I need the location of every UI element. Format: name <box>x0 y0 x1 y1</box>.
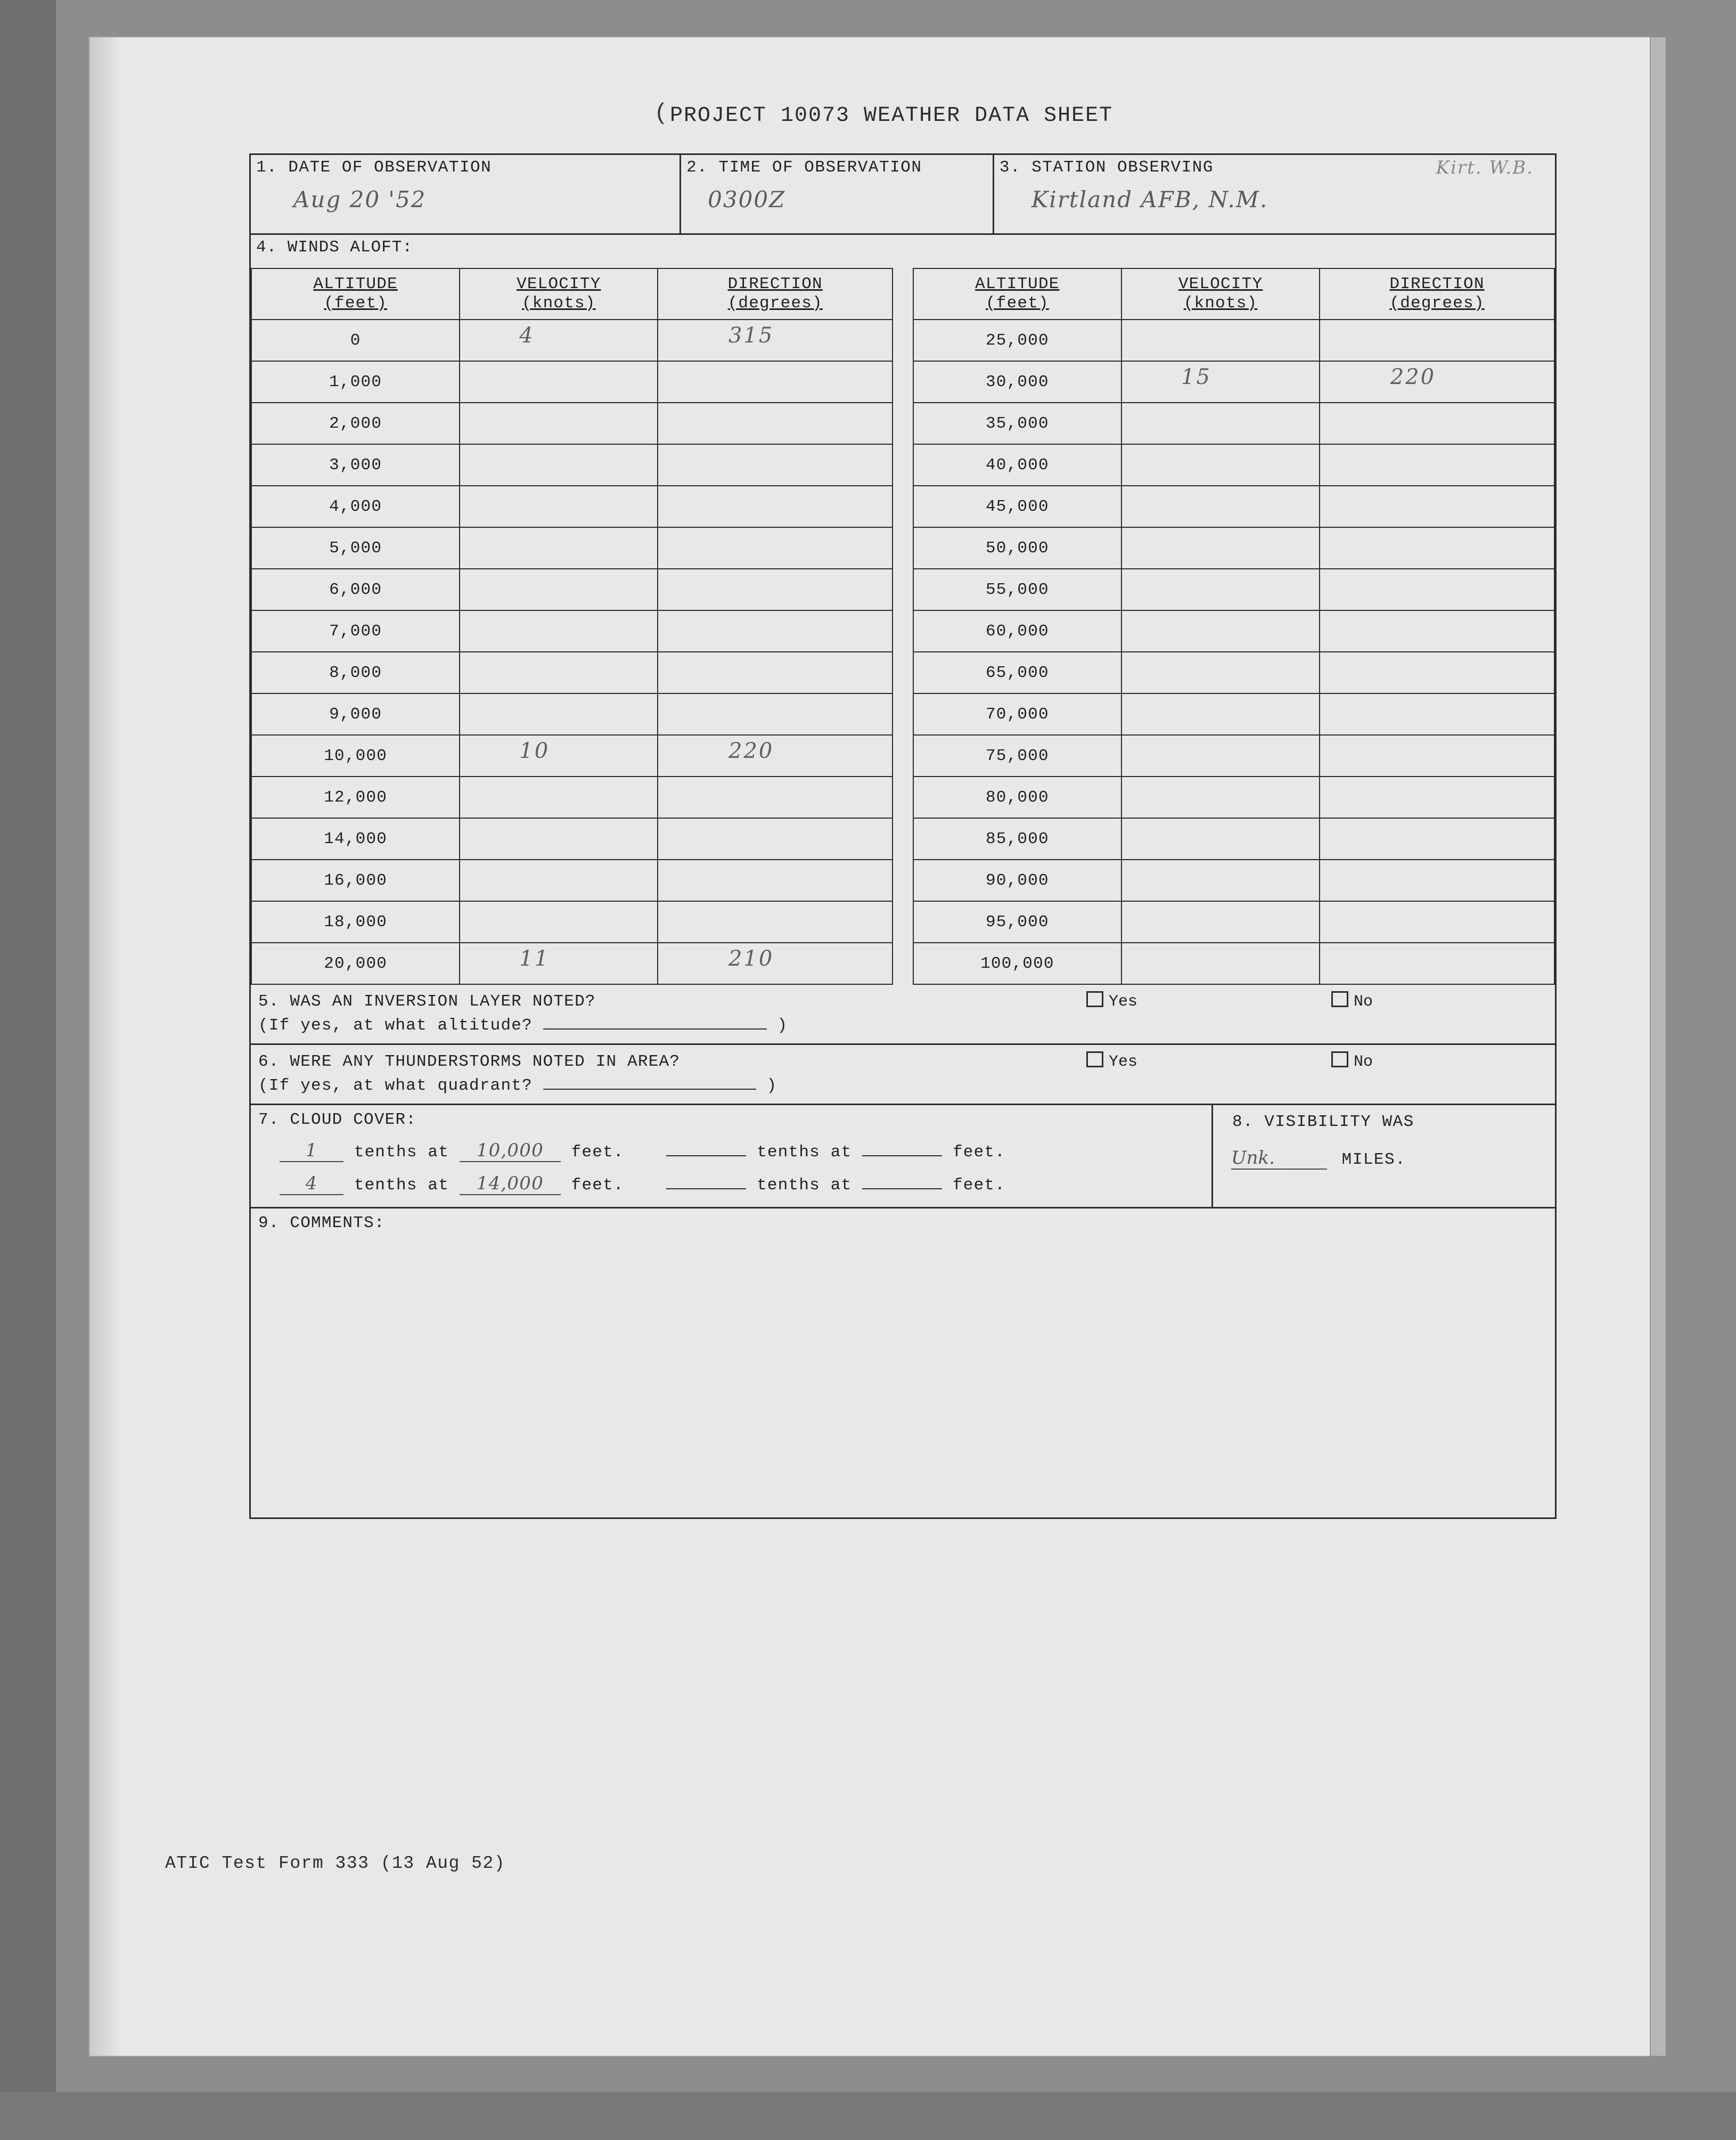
cloud-cover-label: 7. CLOUD COVER: <box>258 1110 417 1129</box>
cloud-tenths-1[interactable]: 1 <box>280 1140 343 1162</box>
cell-velocity-right[interactable] <box>1121 652 1320 693</box>
cell-table-gap <box>892 818 913 860</box>
cell-altitude-left <box>251 444 460 486</box>
cell-altitude-left <box>251 901 460 943</box>
question-5-yes[interactable] <box>1071 985 1310 1043</box>
cell-altitude-left-text: 18,000 <box>324 912 388 932</box>
cloud-feet-value-1[interactable]: 10,000 <box>460 1140 561 1162</box>
question-5-line1: 5. WAS AN INVERSION LAYER NOTED? <box>258 992 596 1011</box>
cell-velocity-right[interactable] <box>1121 693 1320 735</box>
question-5-line2-pre: (If yes, at what altitude? <box>258 1016 533 1035</box>
form-number: ATIC Test Form 333 (13 Aug 52) <box>165 1853 506 1873</box>
table-row <box>251 569 1554 610</box>
cell-altitude-right-text: 85,000 <box>985 829 1049 848</box>
cell-altitude-left <box>251 610 460 652</box>
page-right-edge <box>1650 37 1666 2056</box>
cell-velocity-right[interactable] <box>1121 486 1320 527</box>
table-row <box>251 403 1554 444</box>
header-row <box>251 155 1555 235</box>
cell-altitude-right-text: 95,000 <box>985 912 1049 932</box>
question-5-yes-label: Yes <box>1109 993 1138 1011</box>
col-header-altitude-right-l1: ALTITUDE <box>975 275 1060 294</box>
winds-aloft-section <box>251 235 1555 268</box>
cell-velocity-right[interactable] <box>1121 403 1320 444</box>
comments-label: 9. COMMENTS: <box>258 1213 385 1232</box>
cell-velocity-right[interactable] <box>1121 320 1320 361</box>
col-header-altitude-left-l2: (feet) <box>324 294 388 313</box>
table-row <box>251 652 1554 693</box>
cell-table-gap <box>892 320 913 361</box>
question-6-line2 <box>258 1074 1064 1098</box>
cell-direction-left[interactable] <box>658 735 892 777</box>
cell-altitude-left-text: 3,000 <box>329 455 382 475</box>
cell-table-gap <box>892 444 913 486</box>
cell-altitude-right-text: 60,000 <box>985 622 1049 641</box>
cell-direction-left[interactable] <box>658 569 892 610</box>
cell-altitude-right <box>913 486 1121 527</box>
cell-altitude-right-text: 70,000 <box>985 705 1049 724</box>
col-header-altitude-right-l2: (feet) <box>985 294 1049 313</box>
cell-altitude-right <box>913 444 1121 486</box>
col-header-direction-right <box>1320 268 1554 320</box>
cell-altitude-left-text: 6,000 <box>329 580 382 599</box>
cell-direction-left-text: 210 <box>728 946 774 971</box>
cell-velocity-left[interactable] <box>460 486 658 527</box>
cell-velocity-left[interactable] <box>460 693 658 735</box>
cell-velocity-right[interactable] <box>1121 735 1320 777</box>
checkbox-icon[interactable] <box>1086 991 1103 1007</box>
cell-altitude-right-text: 75,000 <box>985 746 1049 765</box>
field-date-label: 1. DATE OF OBSERVATION <box>256 158 492 177</box>
photo-bottom-edge <box>0 2092 1736 2140</box>
field-station-value: Kirtland AFB, N.M. <box>1031 186 1268 213</box>
cell-altitude-left <box>251 943 460 984</box>
cell-table-gap <box>892 403 913 444</box>
cell-altitude-right <box>913 860 1121 901</box>
cell-altitude-left-text: 0 <box>350 331 361 350</box>
cell-direction-left[interactable] <box>658 943 892 984</box>
cell-altitude-right <box>913 777 1121 818</box>
cell-table-gap <box>892 527 913 569</box>
cell-altitude-right-text: 80,000 <box>985 788 1049 807</box>
field-time-label: 2. TIME OF OBSERVATION <box>686 158 922 177</box>
visibility-value-row <box>1231 1147 1546 1170</box>
col-header-velocity-right-l1: VELOCITY <box>1178 275 1263 294</box>
cell-altitude-right <box>913 527 1121 569</box>
cloud-tenths-2b[interactable] <box>666 1188 746 1189</box>
cell-table-gap <box>892 361 913 403</box>
table-row <box>251 486 1554 527</box>
cell-direction-left[interactable] <box>658 403 892 444</box>
cell-altitude-left <box>251 527 460 569</box>
cell-altitude-right-text: 90,000 <box>985 871 1049 890</box>
cell-direction-right[interactable] <box>1320 693 1554 735</box>
cell-direction-right[interactable] <box>1320 901 1554 943</box>
cell-velocity-right[interactable] <box>1121 610 1320 652</box>
cell-altitude-right-text: 45,000 <box>985 497 1049 516</box>
cell-velocity-left[interactable] <box>460 320 658 361</box>
cell-altitude-right-text: 35,000 <box>985 414 1049 433</box>
checkbox-icon[interactable] <box>1331 991 1348 1007</box>
cell-altitude-left-text: 20,000 <box>324 954 388 973</box>
cell-altitude-right <box>913 652 1121 693</box>
page-title: PROJECT 10073 WEATHER DATA SHEET <box>670 104 1113 128</box>
question-5-line2-post: ) <box>777 1016 788 1035</box>
cell-velocity-left-text: 11 <box>519 946 550 971</box>
cell-velocity-left[interactable] <box>460 361 658 403</box>
cell-altitude-left <box>251 735 460 777</box>
cell-direction-left-text: 220 <box>728 739 774 763</box>
cell-table-gap <box>892 652 913 693</box>
cell-altitude-right-text: 40,000 <box>985 455 1049 475</box>
cloud-at-2b: tenths at <box>757 1175 852 1195</box>
cloud-cover-row <box>251 1105 1555 1208</box>
question-6-no[interactable] <box>1310 1045 1555 1104</box>
cloud-at-1: tenths at <box>354 1142 449 1162</box>
cell-table-gap <box>892 569 913 610</box>
cell-velocity-left[interactable] <box>460 652 658 693</box>
cell-direction-right[interactable] <box>1320 486 1554 527</box>
cell-direction-right[interactable] <box>1320 361 1554 403</box>
col-header-direction-right-l2: (degrees) <box>1389 294 1485 313</box>
cell-altitude-right <box>913 610 1121 652</box>
question-6-text <box>251 1045 1071 1104</box>
cell-altitude-left <box>251 569 460 610</box>
cell-velocity-left-text: 4 <box>519 323 535 348</box>
cell-velocity-left[interactable] <box>460 777 658 818</box>
cell-altitude-right-text: 55,000 <box>985 580 1049 599</box>
cell-altitude-left-text: 10,000 <box>324 746 388 765</box>
table-row <box>251 860 1554 901</box>
cloud-feet-2: feet. <box>571 1175 624 1195</box>
cell-altitude-left <box>251 860 460 901</box>
cell-velocity-right[interactable] <box>1121 569 1320 610</box>
cell-direction-right[interactable] <box>1320 320 1554 361</box>
cell-altitude-right <box>913 693 1121 735</box>
field-date-value: Aug 20 '52 <box>293 186 427 213</box>
cell-direction-left[interactable] <box>658 444 892 486</box>
cell-altitude-left-text: 16,000 <box>324 871 388 890</box>
col-header-direction-left <box>658 268 892 320</box>
cell-direction-right[interactable] <box>1320 943 1554 984</box>
field-station-value-top: Kirt. W.B. <box>1436 157 1534 178</box>
cloud-feet-value-1b[interactable] <box>862 1155 942 1156</box>
cell-direction-right[interactable] <box>1320 735 1554 777</box>
cell-altitude-left <box>251 403 460 444</box>
visibility-block <box>1211 1105 1555 1207</box>
cell-velocity-right[interactable] <box>1121 361 1320 403</box>
checkbox-icon[interactable] <box>1086 1051 1103 1067</box>
visibility-units: MILES. <box>1341 1150 1406 1169</box>
cell-velocity-left-text: 10 <box>519 739 550 763</box>
cell-direction-left-text: 315 <box>728 323 774 348</box>
cell-altitude-right <box>913 569 1121 610</box>
cell-altitude-left-text: 9,000 <box>329 705 382 724</box>
cell-table-gap <box>892 777 913 818</box>
question-5-no-label: No <box>1354 993 1373 1011</box>
cell-altitude-right-text: 65,000 <box>985 663 1049 682</box>
cell-direction-left[interactable] <box>658 860 892 901</box>
field-date-of-observation[interactable] <box>251 155 681 233</box>
cell-altitude-right-text: 50,000 <box>985 538 1049 558</box>
cell-velocity-left[interactable] <box>460 943 658 984</box>
question-6-no-label: No <box>1354 1052 1373 1071</box>
visibility-value[interactable]: Unk. <box>1231 1147 1327 1170</box>
cell-direction-left[interactable] <box>658 486 892 527</box>
table-row <box>251 735 1554 777</box>
cell-direction-left[interactable] <box>658 652 892 693</box>
cloud-tenths-1b[interactable] <box>666 1155 746 1156</box>
cloud-feet-1b: feet. <box>952 1142 1005 1162</box>
cell-altitude-left-text: 12,000 <box>324 788 388 807</box>
cell-velocity-left[interactable] <box>460 569 658 610</box>
cell-altitude-left-text: 7,000 <box>329 622 382 641</box>
table-row <box>251 818 1554 860</box>
question-6-yes-label: Yes <box>1109 1052 1138 1071</box>
cell-altitude-right <box>913 403 1121 444</box>
col-header-velocity-left-l1: VELOCITY <box>517 275 601 294</box>
field-station-label: 3. STATION OBSERVING <box>999 158 1214 177</box>
question-5-text <box>251 985 1071 1043</box>
form-body <box>249 153 1557 1519</box>
question-5-line2 <box>258 1014 1064 1038</box>
cell-direction-left[interactable] <box>658 361 892 403</box>
cell-altitude-left <box>251 361 460 403</box>
cell-altitude-right <box>913 943 1121 984</box>
cloud-feet-1: feet. <box>571 1142 624 1162</box>
cell-velocity-right[interactable] <box>1121 943 1320 984</box>
cell-direction-left[interactable] <box>658 901 892 943</box>
cell-altitude-left <box>251 652 460 693</box>
col-header-direction-right-l1: DIRECTION <box>1389 275 1485 294</box>
question-5-no[interactable] <box>1310 985 1555 1043</box>
cell-velocity-right[interactable] <box>1121 527 1320 569</box>
weather-data-sheet-page <box>89 37 1650 2056</box>
cell-altitude-left-text: 14,000 <box>324 829 388 848</box>
cell-altitude-left <box>251 486 460 527</box>
cell-altitude-left-text: 8,000 <box>329 663 382 682</box>
cloud-at-1b: tenths at <box>757 1142 852 1162</box>
cell-velocity-left[interactable] <box>460 610 658 652</box>
question-6-line1: 6. WERE ANY THUNDERSTORMS NOTED IN AREA? <box>258 1052 681 1071</box>
cell-table-gap <box>892 610 913 652</box>
cell-velocity-left[interactable] <box>460 444 658 486</box>
cell-velocity-left[interactable] <box>460 403 658 444</box>
cell-altitude-right-text: 30,000 <box>985 372 1049 391</box>
table-body <box>251 320 1554 984</box>
table-row <box>251 527 1554 569</box>
cell-table-gap <box>892 943 913 984</box>
table-gap <box>892 268 913 320</box>
cell-velocity-right[interactable] <box>1121 818 1320 860</box>
cell-altitude-left <box>251 320 460 361</box>
cell-altitude-right-text: 25,000 <box>985 331 1049 350</box>
cell-direction-right[interactable] <box>1320 818 1554 860</box>
field-time-of-observation[interactable] <box>681 155 994 233</box>
table-row <box>251 693 1554 735</box>
cell-velocity-right[interactable] <box>1121 901 1320 943</box>
table-row <box>251 777 1554 818</box>
cell-direction-right[interactable] <box>1320 403 1554 444</box>
stray-paren-mark: ( <box>654 100 668 127</box>
field-time-value: 0300Z <box>708 186 786 213</box>
cell-velocity-right[interactable] <box>1121 860 1320 901</box>
cell-direction-right[interactable] <box>1320 444 1554 486</box>
cloud-feet-value-2b[interactable] <box>862 1188 942 1189</box>
col-header-altitude-left-l1: ALTITUDE <box>313 275 398 294</box>
col-header-velocity-right-l2: (knots) <box>1183 294 1258 313</box>
cell-direction-left[interactable] <box>658 527 892 569</box>
col-header-direction-left-l2: (degrees) <box>727 294 823 313</box>
comments-row <box>251 1208 1555 1517</box>
cell-velocity-right[interactable] <box>1121 777 1320 818</box>
checkbox-icon[interactable] <box>1331 1051 1348 1067</box>
winds-aloft-label: 4. WINDS ALOFT: <box>256 238 413 257</box>
cloud-cover-line-2 <box>280 1173 1204 1195</box>
cell-direction-right[interactable] <box>1320 860 1554 901</box>
cell-altitude-left <box>251 818 460 860</box>
photo-left-edge <box>0 0 56 2140</box>
table-row <box>251 444 1554 486</box>
cell-direction-right[interactable] <box>1320 777 1554 818</box>
col-header-altitude-left <box>251 268 460 320</box>
cell-direction-right[interactable] <box>1320 610 1554 652</box>
cell-altitude-left-text: 1,000 <box>329 372 382 391</box>
cell-direction-right-text: 220 <box>1390 365 1436 389</box>
cell-direction-right[interactable] <box>1320 569 1554 610</box>
table-header-row <box>251 268 1554 320</box>
cloud-cover-line-1 <box>280 1140 1204 1162</box>
cell-altitude-left-text: 2,000 <box>329 414 382 433</box>
col-header-velocity-right <box>1121 268 1320 320</box>
cloud-feet-2b: feet. <box>952 1175 1005 1195</box>
col-header-velocity-left <box>460 268 658 320</box>
cloud-feet-value-2[interactable]: 14,000 <box>460 1173 561 1195</box>
cloud-tenths-2[interactable]: 4 <box>280 1173 343 1195</box>
cell-direction-left[interactable] <box>658 777 892 818</box>
question-6-line2-pre: (If yes, at what quadrant? <box>258 1076 533 1095</box>
cell-altitude-right-text: 100,000 <box>980 954 1054 973</box>
cell-velocity-left[interactable] <box>460 818 658 860</box>
question-6-row <box>251 1045 1555 1105</box>
table-row <box>251 901 1554 943</box>
cloud-cover-block <box>251 1105 1211 1207</box>
cell-table-gap <box>892 486 913 527</box>
table-row <box>251 610 1554 652</box>
cloud-at-2: tenths at <box>354 1175 449 1195</box>
col-header-direction-left-l1: DIRECTION <box>727 275 823 294</box>
cell-altitude-left-text: 4,000 <box>329 497 382 516</box>
cell-table-gap <box>892 860 913 901</box>
cell-altitude-right <box>913 818 1121 860</box>
cell-velocity-left[interactable] <box>460 527 658 569</box>
question-6-quadrant-blank[interactable] <box>543 1075 756 1090</box>
cell-velocity-right[interactable] <box>1121 444 1320 486</box>
cell-velocity-left[interactable] <box>460 735 658 777</box>
comments-block[interactable] <box>251 1208 1555 1517</box>
question-6-yes[interactable] <box>1071 1045 1310 1104</box>
question-6-line2-post: ) <box>766 1076 777 1095</box>
cell-table-gap <box>892 693 913 735</box>
cell-direction-left[interactable] <box>658 693 892 735</box>
col-header-altitude-right <box>913 268 1121 320</box>
winds-aloft-table <box>251 268 1555 985</box>
cell-altitude-right <box>913 361 1121 403</box>
table-row <box>251 320 1554 361</box>
cell-direction-left[interactable] <box>658 610 892 652</box>
cell-altitude-right <box>913 320 1121 361</box>
col-header-velocity-left-l2: (knots) <box>521 294 596 313</box>
table-row <box>251 361 1554 403</box>
cell-velocity-left[interactable] <box>460 860 658 901</box>
cell-altitude-right <box>913 735 1121 777</box>
table-row <box>251 943 1554 984</box>
cell-altitude-left <box>251 777 460 818</box>
visibility-label: 8. VISIBILITY WAS <box>1232 1112 1414 1131</box>
cell-velocity-left[interactable] <box>460 901 658 943</box>
cell-direction-left[interactable] <box>658 320 892 361</box>
cell-table-gap <box>892 901 913 943</box>
cell-table-gap <box>892 735 913 777</box>
cell-direction-left[interactable] <box>658 818 892 860</box>
cell-altitude-left-text: 5,000 <box>329 538 382 558</box>
question-5-row <box>251 985 1555 1045</box>
question-5-altitude-blank[interactable] <box>543 1015 767 1030</box>
cell-altitude-right <box>913 901 1121 943</box>
cell-velocity-right-text: 15 <box>1181 365 1211 389</box>
cell-direction-right[interactable] <box>1320 527 1554 569</box>
field-station-observing[interactable] <box>994 155 1555 233</box>
cell-altitude-left <box>251 693 460 735</box>
cell-direction-right[interactable] <box>1320 652 1554 693</box>
